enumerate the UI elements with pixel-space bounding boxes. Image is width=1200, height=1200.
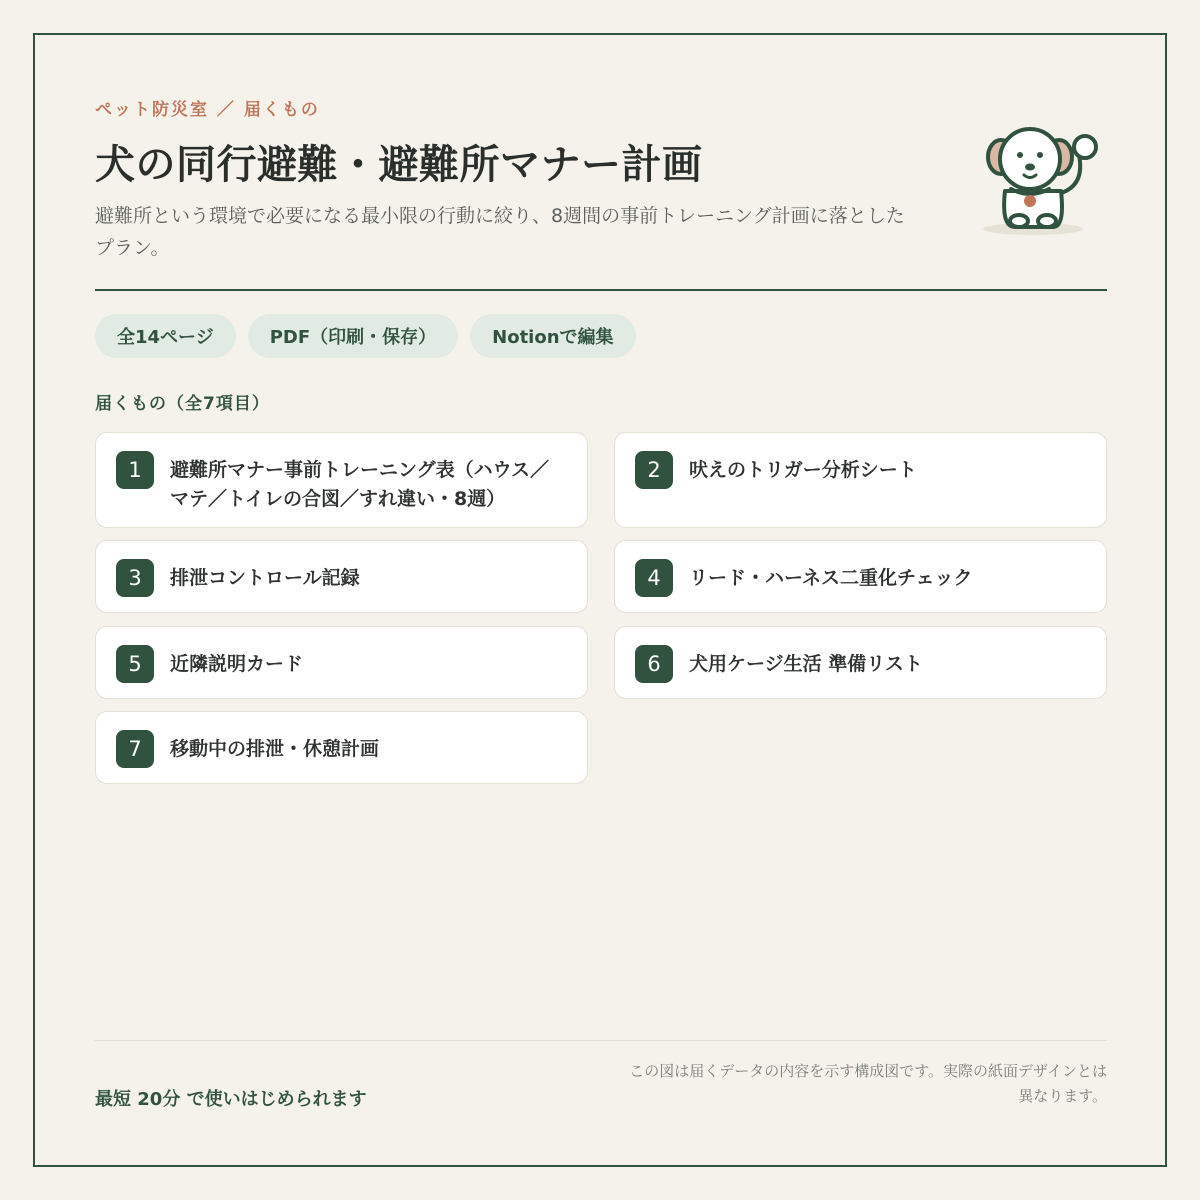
item-label: 犬用ケージ生活 準備リスト <box>689 653 923 675</box>
item-label: 吠えのトリガー分析シート <box>689 459 917 481</box>
list-item <box>95 540 588 613</box>
page-title: 犬の同行避難・避難所マナー計画 <box>95 142 703 188</box>
item-number-badge: 4 <box>635 559 673 597</box>
item-number-badge: 1 <box>116 451 154 489</box>
setup-time-note: 最短 20分 で使いはじめられます <box>95 1089 367 1110</box>
item-label: 近隣説明カード <box>170 653 304 675</box>
breadcrumb: ペット防災室 ／ 届くもの <box>95 100 320 120</box>
list-item <box>95 711 588 784</box>
section-heading: 届くもの（全7項目） <box>95 394 270 414</box>
dog-mascot-icon <box>975 115 1105 235</box>
item-number-badge: 6 <box>635 645 673 683</box>
list-item <box>614 540 1107 613</box>
tag-pdf: PDF（印刷・保存） <box>248 314 458 358</box>
item-number-badge: 3 <box>116 559 154 597</box>
document-content <box>95 35 1107 1165</box>
document-frame <box>33 33 1167 1167</box>
page-subtitle: 避難所という環境で必要になる最小限の行動に絞り、8週間の事前トレーニング計画に落としたプラン。 <box>95 205 905 259</box>
item-label: 避難所マナー事前トレーニング表（ハウス／マテ／トイレの合図／すれ違い・8週） <box>170 459 550 510</box>
header-divider <box>95 289 1107 291</box>
list-item <box>614 626 1107 699</box>
item-number-badge: 7 <box>116 730 154 768</box>
item-number-badge: 2 <box>635 451 673 489</box>
list-item <box>95 626 588 699</box>
item-label: リード・ハーネス二重化チェック <box>689 567 973 589</box>
disclaimer-note: この図は届くデータの内容を示す構成図です。実際の紙面デザインとは異なります。 <box>629 1062 1107 1105</box>
footer-divider <box>95 1040 1107 1041</box>
list-item <box>614 432 1107 528</box>
item-label: 移動中の排泄・休憩計画 <box>170 738 380 760</box>
item-number-badge: 5 <box>116 645 154 683</box>
item-label: 排泄コントロール記録 <box>170 567 360 589</box>
tag-page-count: 全14ページ <box>95 314 236 358</box>
tag-notion: Notionで編集 <box>470 314 635 358</box>
list-item <box>95 432 588 528</box>
tag-list <box>95 314 636 358</box>
